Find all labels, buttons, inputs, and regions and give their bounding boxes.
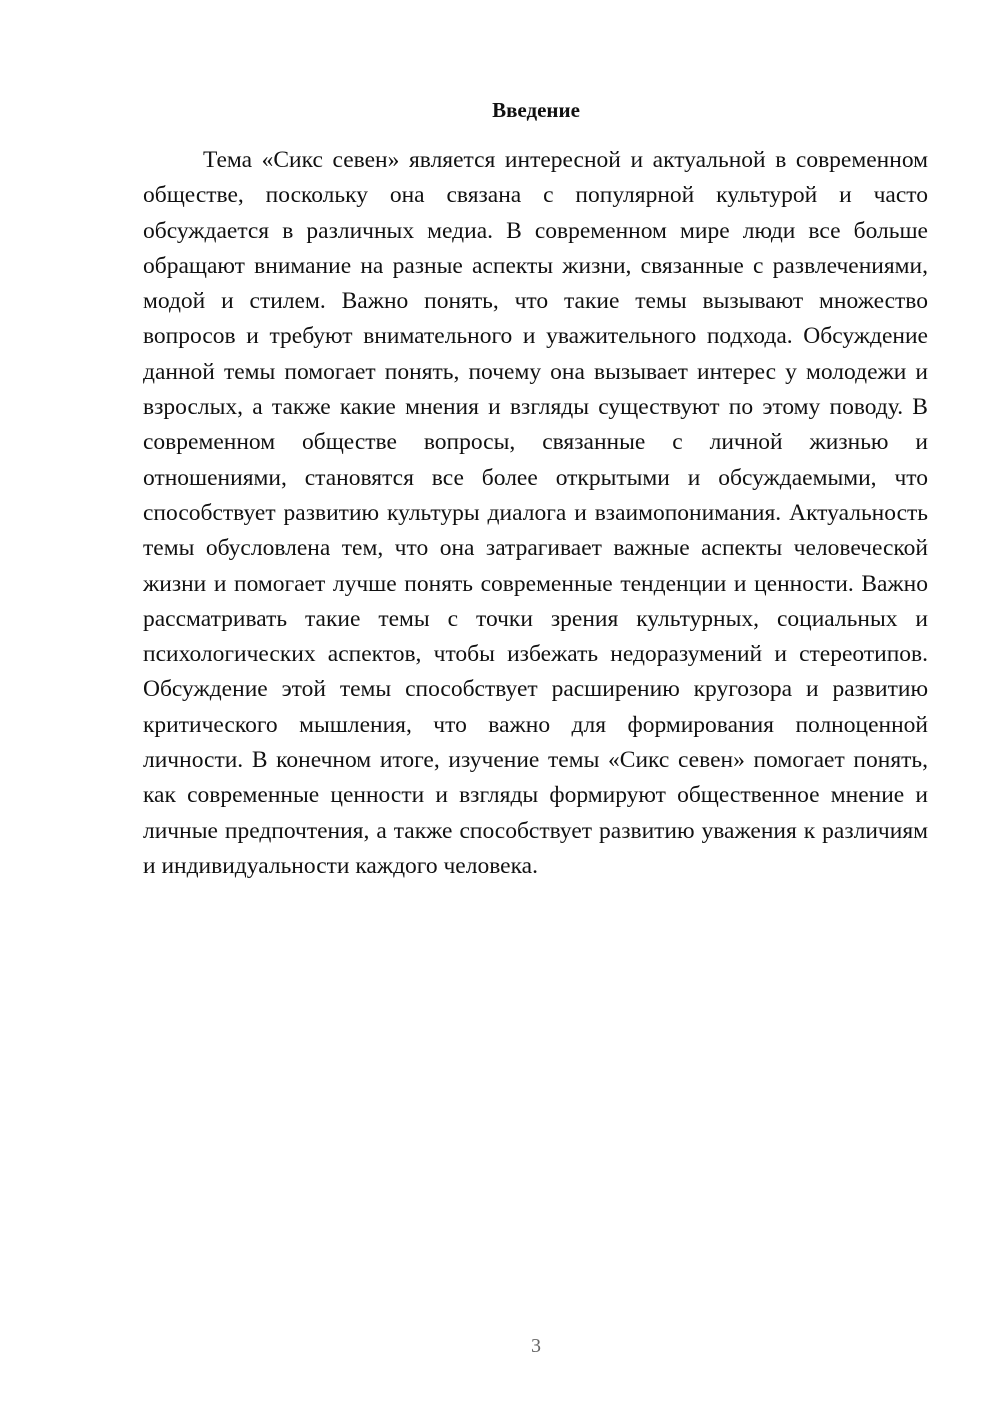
section-heading: Введение xyxy=(492,98,580,122)
page-number: 3 xyxy=(531,1335,541,1357)
intro-paragraph: Тема «Сикс севен» является интересной и актуальной в современном обществе, поскольку она связана с популярной культурой и часто обсуждается в различных медиа. В современном мире люди все больше обращают внимание на разные аспекты жизни, связанные с развлечениями, модой и стилем. Важно понять, что такие темы вызывают множество вопросов и требуют внимательного и уважительного подхода. Обсуждение данной темы помогает понять, почему она вызывает интерес у молодежи и взрослых, а также какие мнения и взгляды существуют по этому поводу. В современном обществе вопросы, связанные с личной жизнью и отношениями, становятся все более открытыми и обсуждаемыми, что способствует развитию культуры диалога и взаимопонимания. Актуальность темы обусловлена тем, что она затрагивает важные аспекты человеческой жизни и помогает лучше понять современные тенденции и ценности. Важно рассматривать такие темы с точки зрения культурных, социальных и психологических аспектов, чтобы избежать недоразумений и стереотипов. Обсуждение этой темы способствует расширению кругозора и развитию критического мышления, что важно для формирования полноценной личности. В конечном итоге, изучение темы «Сикс севен» помогает понять, как современные ценности и взгляды формируют общественное мнение и личные предпочтения, а также способствует развитию уважения к различиям и индивидуальности каждого человека. xyxy=(143,147,928,879)
